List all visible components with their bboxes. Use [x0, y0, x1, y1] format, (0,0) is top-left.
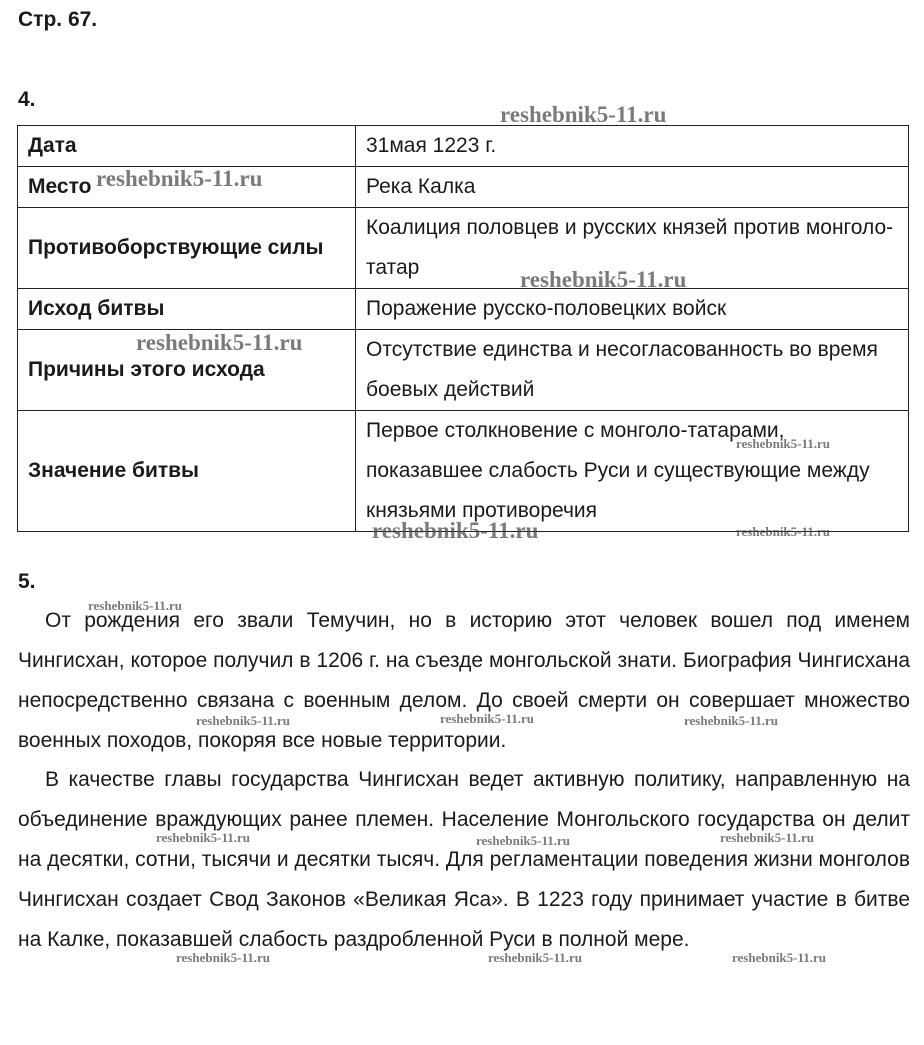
row-date-value: 31мая 1223 г. — [356, 126, 909, 167]
table-row — [18, 208, 909, 289]
table-row — [18, 411, 909, 532]
row-date-key: Дата — [18, 126, 356, 167]
watermark: reshebnik5-11.ru — [440, 711, 535, 726]
row-reasons-value: Отсутствие единства и несогласованность во время боевых действий — [356, 330, 909, 411]
page-header: Стр. 67. — [18, 8, 98, 31]
watermark: reshebnik5-11.ru — [476, 833, 571, 848]
task-4-number: 4. — [18, 88, 36, 111]
row-outcome-key: Исход битвы — [18, 289, 356, 330]
watermark: reshebnik5-11.ru — [196, 713, 291, 728]
paragraph-1: От рождения его звали Темучин, но в историю этот человек вошел под именем Чингисхан, которое получил в 1206 г. на съезде монгольской знати. Биография Чингисхана непосредственно связана с военным делом. До своей смерти он совершает множество военных походов, покоряя все новые территории. — [18, 609, 910, 752]
watermark: reshebnik5-11.ru — [88, 598, 183, 613]
watermark: reshebnik5-11.ru — [96, 166, 263, 191]
watermark: reshebnik5-11.ru — [372, 518, 539, 543]
watermark: reshebnik5-11.ru — [736, 524, 831, 539]
watermark: reshebnik5-11.ru — [176, 950, 271, 965]
task-5-number: 5. — [18, 570, 36, 593]
row-place-key: Место — [18, 167, 356, 208]
table-row — [18, 330, 909, 411]
row-forces-value: Коалиция половцев и русских князей против монголо-татар — [356, 208, 909, 289]
watermark: reshebnik5-11.ru — [500, 102, 667, 127]
watermark: reshebnik5-11.ru — [156, 830, 251, 845]
row-place-value: Река Калка — [356, 167, 909, 208]
watermark: reshebnik5-11.ru — [136, 330, 303, 355]
table-row — [18, 167, 909, 208]
row-significance-key: Значение битвы — [18, 411, 356, 532]
watermark: reshebnik5-11.ru — [488, 950, 583, 965]
table-row — [18, 289, 909, 330]
table-row — [18, 126, 909, 167]
watermark: reshebnik5-11.ru — [720, 830, 815, 845]
watermark: reshebnik5-11.ru — [684, 713, 779, 728]
row-reasons-key: Причины этого исхода — [18, 330, 356, 411]
battle-table — [17, 125, 909, 532]
paragraph-2: В качестве главы государства Чингисхан ведет активную политику, направленную на объединение враждующих ранее племен. Население Монгольского государства он делит на десятки, сотни, тысячи и десятки тысяч. Для регламентации поведения жизни монголов Чингисхан создает Свод Законов «Великая Яса». В 1223 году принимает участие в битве на Калке, показавшей слабость раздробленной Руси в полной мере. — [18, 768, 910, 951]
watermark: reshebnik5-11.ru — [732, 950, 827, 965]
row-forces-key: Противоборствующие силы — [18, 208, 356, 289]
watermark: reshebnik5-11.ru — [736, 436, 831, 451]
watermark: reshebnik5-11.ru — [520, 267, 687, 292]
row-outcome-value: Поражение русско-половецких войск — [356, 289, 909, 330]
row-significance-value: Первое столкновение с монголо-татарами, показавшее слабость Руси и существующие между князьями противоречия — [356, 411, 909, 532]
